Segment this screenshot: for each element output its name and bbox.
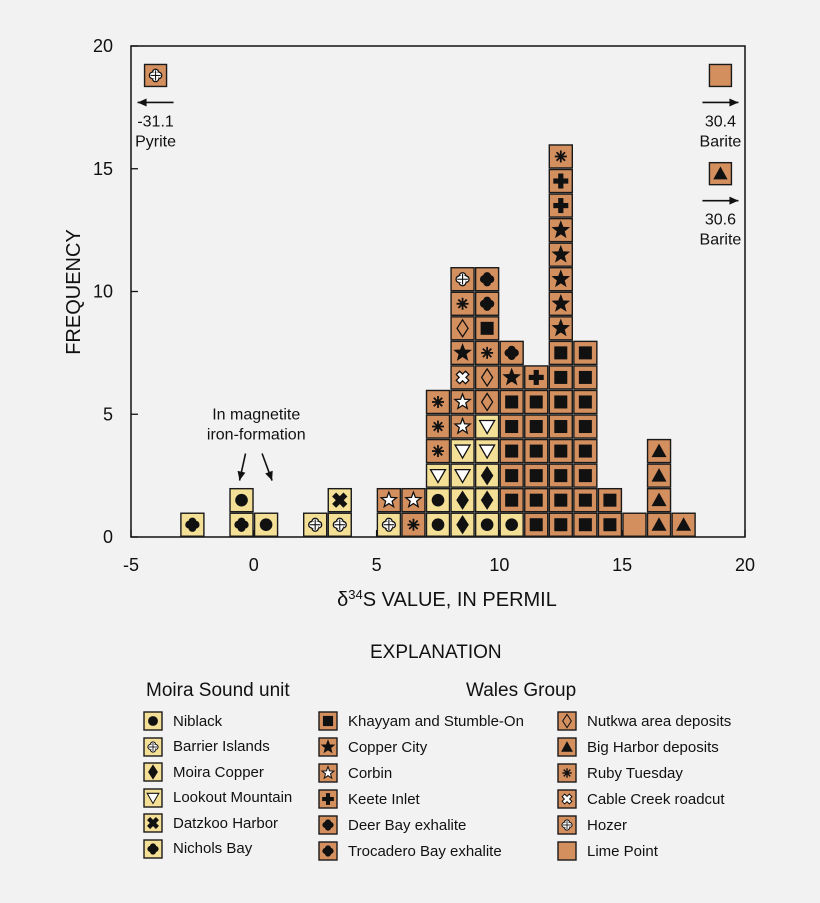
offscale-label: Barite xyxy=(699,231,742,249)
corbin-box xyxy=(451,415,474,438)
barrier-islands-box xyxy=(328,513,351,536)
khayyam-box xyxy=(598,513,621,536)
hollow-down-triangle-icon xyxy=(143,788,163,808)
hozer-box-legend xyxy=(558,816,576,834)
khayyam-box xyxy=(598,489,621,512)
x-tick-label: 0 xyxy=(248,555,259,575)
triangle-black-icon xyxy=(557,737,577,757)
copper-city-box xyxy=(549,243,572,266)
square-black-icon xyxy=(318,711,338,731)
legend-label: Moira Copper xyxy=(173,763,264,781)
khayyam-box xyxy=(500,440,523,463)
diamond-black-icon xyxy=(143,762,163,782)
niblack-box xyxy=(476,513,499,536)
khayyam-box xyxy=(549,415,572,438)
big-harbor-box-offscale xyxy=(709,163,731,185)
niblack-box-legend xyxy=(144,712,162,730)
khayyam-box xyxy=(525,390,548,413)
copper-city-box xyxy=(549,317,572,340)
hollow-diamond-icon xyxy=(557,711,577,731)
khayyam-box xyxy=(549,440,572,463)
legend-item-corbin xyxy=(318,763,392,783)
lime-point-box-offscale xyxy=(709,64,731,86)
lime-point-box-legend xyxy=(558,842,576,860)
blank-icon xyxy=(557,841,577,861)
datzkoo-harbor-box xyxy=(328,489,351,512)
niblack-box xyxy=(427,489,450,512)
legend-label: Cable Creek roadcut xyxy=(587,790,725,808)
big-harbor-box xyxy=(648,489,671,512)
cable-creek-box-legend xyxy=(558,790,576,808)
khayyam-box xyxy=(549,341,572,364)
khayyam-box xyxy=(549,489,572,512)
legend-label: Big Harbor deposits xyxy=(587,738,719,756)
y-tick-label: 10 xyxy=(92,281,113,302)
offscale-value: 30.4 xyxy=(704,113,737,131)
datzkoo-harbor-box-legend xyxy=(144,814,162,832)
circle-black-icon xyxy=(143,711,163,731)
niblack-box xyxy=(230,489,253,512)
moira-copper-box xyxy=(451,489,474,512)
moira-copper-box xyxy=(476,464,499,487)
lime-point-box xyxy=(623,513,646,536)
khayyam-box xyxy=(525,489,548,512)
legend-moira-title: Moira Sound unit xyxy=(146,680,290,701)
khayyam-box xyxy=(525,440,548,463)
khayyam-box xyxy=(525,415,548,438)
nutkwa-box xyxy=(451,317,474,340)
nichols-bay-box-legend xyxy=(144,840,162,858)
legend-item-barrier-islands xyxy=(143,737,270,757)
nutkwa-box xyxy=(476,366,499,389)
x-cross-black-icon xyxy=(143,813,163,833)
legend-label: Nutkwa area deposits xyxy=(587,712,732,730)
copper-city-box xyxy=(500,366,523,389)
keete-inlet-box xyxy=(549,194,572,217)
deer-bay-box-legend xyxy=(319,816,337,834)
hollow-x-cross-icon xyxy=(557,789,577,809)
ruby-tuesday-box-legend xyxy=(558,764,576,782)
lookout-mountain-box xyxy=(451,440,474,463)
quatrefoil-black-icon xyxy=(318,815,338,835)
khayyam-box xyxy=(574,489,597,512)
barrier-islands-box-legend xyxy=(144,738,162,756)
khayyam-box xyxy=(500,390,523,413)
big-harbor-box xyxy=(648,440,671,463)
trocadero-bay-box xyxy=(476,268,499,291)
deer-bay-box xyxy=(500,341,523,364)
lookout-mountain-box xyxy=(427,464,450,487)
keete-inlet-box-legend xyxy=(319,790,337,808)
lookout-mountain-box xyxy=(451,464,474,487)
legend-item-lookout-mountain xyxy=(143,788,292,808)
khayyam-box xyxy=(476,317,499,340)
khayyam-box xyxy=(500,464,523,487)
deer-bay-box xyxy=(476,292,499,315)
asterisk-icon xyxy=(557,763,577,783)
legend-label: Deer Bay exhalite xyxy=(348,816,467,834)
corbin-box xyxy=(377,489,400,512)
copper-city-box xyxy=(549,268,572,291)
barrier-islands-box xyxy=(304,513,327,536)
star-black-icon xyxy=(318,737,338,757)
khayyam-box xyxy=(525,464,548,487)
corbin-box xyxy=(451,390,474,413)
x-tick-label: 15 xyxy=(612,555,633,575)
lookout-mountain-box xyxy=(476,440,499,463)
legend-item-niblack xyxy=(143,711,222,731)
niblack-box xyxy=(500,513,523,536)
legend-title: EXPLANATION xyxy=(370,642,502,663)
quatrefoil-black-icon xyxy=(143,839,163,859)
offscale-value: -31.1 xyxy=(137,113,174,131)
y-axis-label: FREQUENCY xyxy=(63,229,85,355)
y-tick-label: 20 xyxy=(92,36,113,56)
legend-label: Niblack xyxy=(173,712,223,730)
khayyam-box xyxy=(549,513,572,536)
niblack-box xyxy=(427,513,450,536)
keete-inlet-box xyxy=(525,366,548,389)
magnetite-note-line: In magnetite xyxy=(212,406,301,424)
khayyam-box xyxy=(574,440,597,463)
plot-frame xyxy=(131,46,745,537)
khayyam-box xyxy=(549,366,572,389)
big-harbor-box-legend xyxy=(558,738,576,756)
legend-item-trocadero-bay xyxy=(318,841,502,861)
legend-wales-title: Wales Group xyxy=(466,680,577,701)
big-harbor-box xyxy=(648,464,671,487)
legend-item-deer-bay xyxy=(318,815,466,835)
copper-city-box-legend xyxy=(319,738,337,756)
ruby-tuesday-box xyxy=(427,440,450,463)
legend-label: Trocadero Bay exhalite xyxy=(348,842,502,860)
khayyam-box xyxy=(500,415,523,438)
legend-item-datzkoo-harbor xyxy=(143,813,278,833)
lookout-mountain-box-legend xyxy=(144,789,162,807)
khayyam-box xyxy=(500,489,523,512)
legend-label: Corbin xyxy=(348,764,393,782)
legend-item-big-harbor xyxy=(557,737,719,757)
khayyam-box xyxy=(574,341,597,364)
legend-label: Khayyam and Stumble-On xyxy=(348,712,524,730)
khayyam-box xyxy=(549,464,572,487)
legend-item-cable-creek xyxy=(557,789,725,809)
moira-copper-box xyxy=(451,513,474,536)
hollow-quatrefoil-icon xyxy=(557,815,577,835)
nichols-bay-box xyxy=(230,513,253,536)
magnetite-arrow xyxy=(262,454,273,481)
legend-item-keete-inlet xyxy=(318,789,420,809)
offscale-value: 30.6 xyxy=(704,211,737,229)
corbin-box xyxy=(402,489,425,512)
legend-label: Barrier Islands xyxy=(173,738,270,755)
hollow-quatrefoil-icon xyxy=(143,737,163,757)
cable-creek-box xyxy=(451,366,474,389)
legend-item-lime-point xyxy=(557,841,658,861)
legend-label: Datzkoo Harbor xyxy=(173,814,279,832)
legend-label: Hozer xyxy=(587,816,628,834)
legend-item-copper-city xyxy=(318,737,427,757)
right-arrow xyxy=(702,197,738,205)
ruby-tuesday-box xyxy=(549,145,572,168)
legend-label: Nichols Bay xyxy=(173,840,253,857)
legend-item-ruby-tuesday xyxy=(557,763,683,783)
moira-copper-box xyxy=(476,489,499,512)
niblack-box xyxy=(255,513,278,536)
ruby-tuesday-box xyxy=(427,390,450,413)
khayyam-box xyxy=(574,366,597,389)
copper-city-box xyxy=(549,219,572,242)
legend-item-nichols-bay xyxy=(143,839,252,859)
hozer-box-offscale xyxy=(145,64,167,86)
x-tick-label: -5 xyxy=(122,555,140,575)
khayyam-box xyxy=(525,513,548,536)
legend-label: Keete Inlet xyxy=(348,790,420,808)
hozer-box xyxy=(451,268,474,291)
big-harbor-box xyxy=(648,513,671,536)
nichols-bay-box xyxy=(181,513,204,536)
plus-black-icon xyxy=(318,789,338,809)
legend-item-moira-copper xyxy=(143,762,264,782)
y-tick-label: 5 xyxy=(102,404,113,425)
ruby-tuesday-box xyxy=(427,415,450,438)
legend-item-nutkwa xyxy=(557,711,731,731)
offscale-label: Barite xyxy=(699,133,742,151)
legend-label: Copper City xyxy=(348,738,428,756)
nutkwa-box-legend xyxy=(558,712,576,730)
legend-label: Lookout Mountain xyxy=(173,789,293,806)
x-tick-label: 10 xyxy=(489,555,510,575)
offscale-label: Pyrite xyxy=(135,133,177,151)
ruby-tuesday-box xyxy=(451,292,474,315)
big-harbor-box xyxy=(672,513,695,536)
khayyam-box xyxy=(574,513,597,536)
left-arrow xyxy=(138,98,174,106)
legend-label: Lime Point xyxy=(587,842,658,860)
y-tick-label: 0 xyxy=(102,527,113,547)
khayyam-box xyxy=(574,390,597,413)
khayyam-box-legend xyxy=(319,712,337,730)
khayyam-box xyxy=(574,464,597,487)
lookout-mountain-box xyxy=(476,415,499,438)
x-tick-label: 20 xyxy=(734,555,756,575)
moira-copper-box-legend xyxy=(144,763,162,781)
khayyam-box xyxy=(574,415,597,438)
magnetite-arrow xyxy=(238,454,246,481)
trocadero-bay-box-legend xyxy=(319,842,337,860)
copper-city-box xyxy=(549,292,572,315)
hollow-star-icon xyxy=(318,763,338,783)
x-tick-label: 5 xyxy=(371,555,382,575)
copper-city-box xyxy=(451,341,474,364)
keete-inlet-box xyxy=(549,170,572,193)
legend-label: Ruby Tuesday xyxy=(587,764,683,782)
nutkwa-box xyxy=(476,390,499,413)
ruby-tuesday-box xyxy=(476,341,499,364)
ruby-tuesday-box xyxy=(402,513,425,536)
y-tick-label: 15 xyxy=(92,158,113,179)
corbin-box-legend xyxy=(319,764,337,782)
barrier-islands-box xyxy=(377,513,400,536)
legend-item-hozer xyxy=(557,815,627,835)
legend-item-khayyam xyxy=(318,711,524,731)
khayyam-box xyxy=(549,390,572,413)
quatrefoil-black-icon xyxy=(318,841,338,861)
right-arrow xyxy=(702,98,738,106)
x-axis-label: $\delta^{34}S$ VALUE, IN PERMIL xyxy=(337,587,557,611)
magnetite-note-line: iron-formation xyxy=(206,426,306,444)
